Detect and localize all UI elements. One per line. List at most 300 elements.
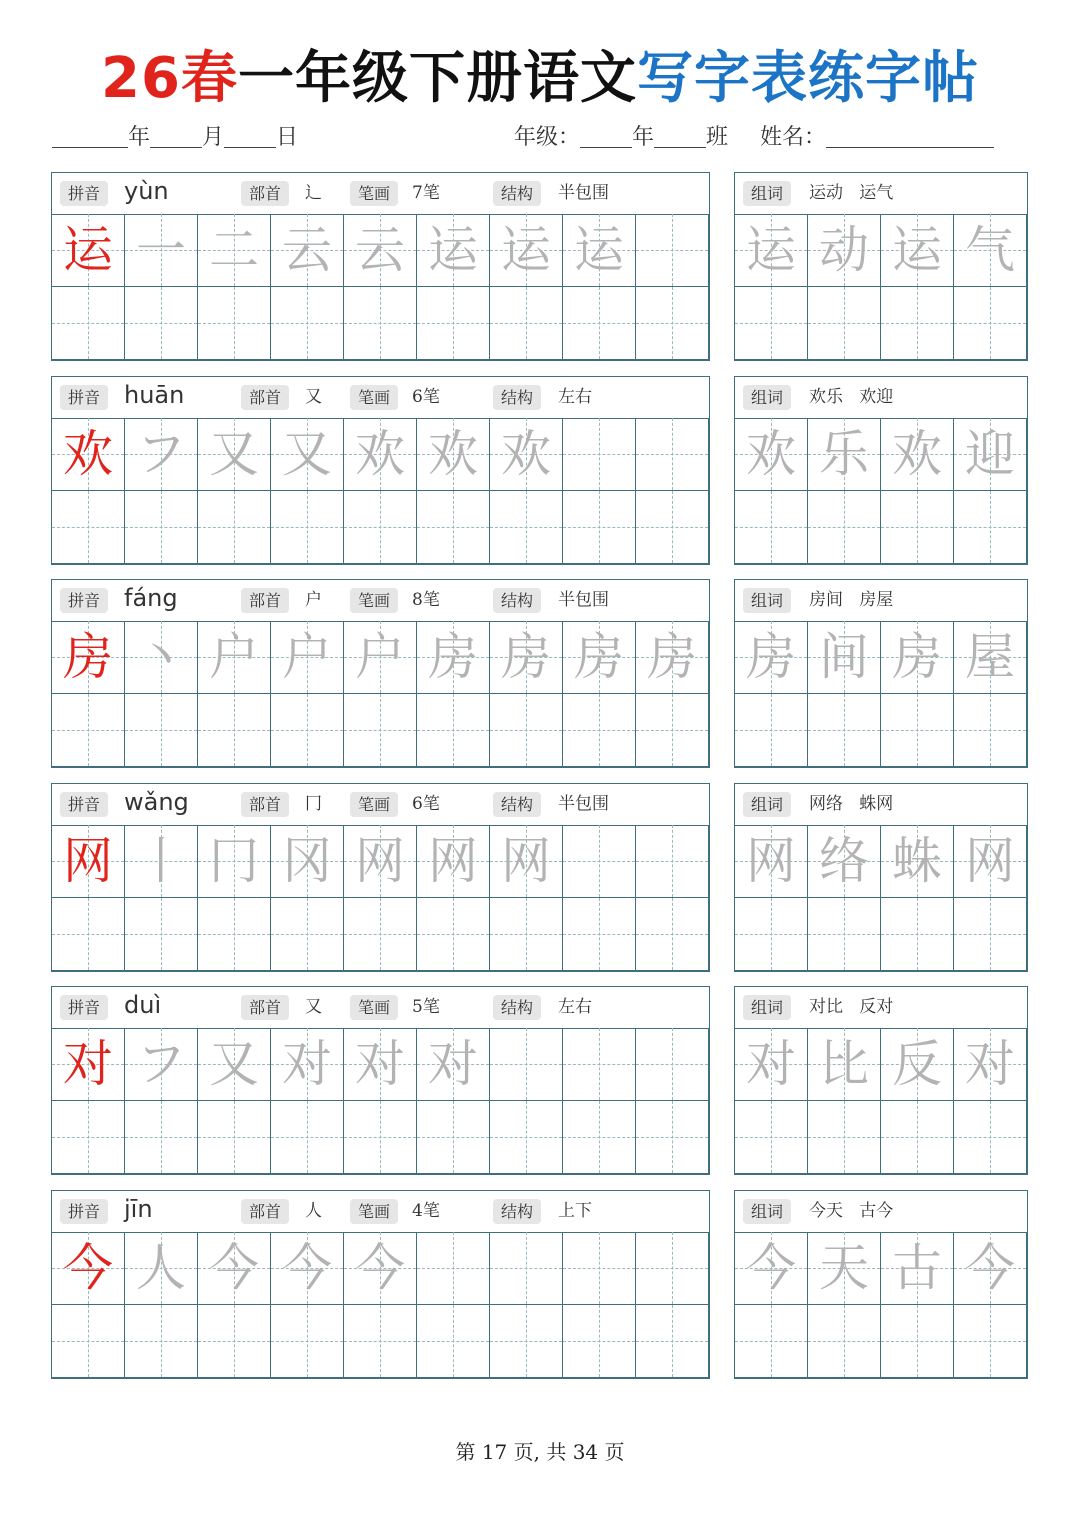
grid-cell[interactable]	[125, 621, 198, 694]
trace-char: 房	[647, 628, 697, 686]
grid-cell[interactable]	[563, 214, 636, 287]
grid-cell[interactable]	[735, 898, 808, 971]
grid-cell[interactable]	[735, 1305, 808, 1378]
grid-cell[interactable]	[636, 898, 709, 971]
trace-char: 古	[892, 1239, 942, 1297]
grid-guide-v	[380, 694, 381, 766]
char-card-0	[51, 172, 710, 361]
grid-cell[interactable]	[125, 418, 198, 491]
grid-cell[interactable]	[954, 1101, 1027, 1174]
grid-guide-v	[307, 694, 308, 766]
grid-cell[interactable]	[490, 1305, 563, 1378]
grid-cell[interactable]	[954, 825, 1027, 898]
grid-cell[interactable]	[563, 898, 636, 971]
pinyin-tag: 拼音	[60, 588, 108, 613]
grid-guide-v	[380, 287, 381, 359]
grid-cell[interactable]	[490, 1101, 563, 1174]
trace-char: 对	[282, 1035, 332, 1093]
grid-cell[interactable]	[636, 621, 709, 694]
grid-cell[interactable]	[125, 287, 198, 360]
grid-cell[interactable]	[808, 1305, 881, 1378]
grid-cell[interactable]	[271, 491, 344, 564]
radical-tag: 部首	[241, 792, 289, 817]
grid-cell[interactable]	[344, 825, 417, 898]
grid-cell[interactable]	[954, 1305, 1027, 1378]
grid-cell[interactable]	[881, 825, 954, 898]
grid-cell[interactable]	[125, 1232, 198, 1305]
grid-cell[interactable]	[735, 491, 808, 564]
grid-cell[interactable]	[808, 621, 881, 694]
grid-cell[interactable]	[198, 1232, 271, 1305]
grid-cell[interactable]	[344, 214, 417, 287]
grid-cell[interactable]	[808, 214, 881, 287]
trace-char: フ	[136, 1035, 186, 1093]
grid-guide-v	[161, 898, 162, 970]
year-blank[interactable]	[52, 125, 128, 148]
radical-value: 冂	[305, 794, 322, 814]
grid-cell[interactable]	[954, 1232, 1027, 1305]
grid-guide-v	[672, 825, 673, 897]
structure-tag: 结构	[493, 181, 541, 206]
grid-guide-v	[917, 898, 918, 970]
strokes-tag: 笔画	[350, 181, 398, 206]
trace-char: 二	[209, 221, 259, 279]
trace-char: 对	[355, 1035, 405, 1093]
grid-cell[interactable]	[563, 287, 636, 360]
trace-char: 房	[428, 628, 478, 686]
strokes-tag: 笔画	[350, 1199, 398, 1224]
grid-cell[interactable]	[881, 898, 954, 971]
grid-cell[interactable]	[808, 898, 881, 971]
grid-cell[interactable]	[344, 898, 417, 971]
trace-char: 云	[282, 221, 332, 279]
structure-value: 上下	[558, 1201, 592, 1221]
grid-guide-v	[526, 1101, 527, 1173]
grid-cell[interactable]	[271, 1232, 344, 1305]
grid-cell[interactable]	[198, 898, 271, 971]
grid-cell[interactable]	[271, 287, 344, 360]
grid-cell[interactable]	[198, 825, 271, 898]
grid-cell[interactable]	[954, 694, 1027, 767]
grid-cell[interactable]	[52, 1028, 125, 1101]
grid-cell[interactable]	[808, 1101, 881, 1174]
pinyin-tag: 拼音	[60, 792, 108, 817]
grid-guide-v	[917, 491, 918, 563]
grid-cell[interactable]	[490, 214, 563, 287]
grid-cell[interactable]	[198, 287, 271, 360]
grid-guide-v	[672, 694, 673, 766]
grid-cell[interactable]	[417, 1305, 490, 1378]
trace-char: 运	[746, 221, 796, 279]
grid-cell[interactable]	[490, 621, 563, 694]
grid-guide-v	[161, 694, 162, 766]
grid-cell[interactable]	[198, 621, 271, 694]
grid-cell[interactable]	[881, 214, 954, 287]
char-card-header	[52, 377, 709, 419]
grid-cell[interactable]	[636, 825, 709, 898]
grid-cell[interactable]	[563, 694, 636, 767]
grid-cell[interactable]	[344, 694, 417, 767]
grid-cell[interactable]	[808, 491, 881, 564]
grid-cell[interactable]	[808, 1232, 881, 1305]
grid-guide-v	[599, 1101, 600, 1173]
grid-cell[interactable]	[344, 491, 417, 564]
grid-guide-v	[599, 898, 600, 970]
grid-guide-v	[307, 1305, 308, 1377]
grid-cell[interactable]	[344, 1028, 417, 1101]
page-number: 第 17 页, 共 34 页	[455, 1440, 625, 1464]
grid-guide-v	[380, 898, 381, 970]
grid-guide-v	[88, 1101, 89, 1173]
grid-guide-v	[526, 1305, 527, 1377]
grid-cell[interactable]	[417, 1028, 490, 1101]
pinyin-value: jīn	[124, 1195, 153, 1223]
grid-cell[interactable]	[125, 1028, 198, 1101]
grid-guide-v	[88, 287, 89, 359]
grid-guide-v	[161, 1101, 162, 1173]
grid-cell[interactable]	[636, 694, 709, 767]
grid-cell[interactable]	[125, 1305, 198, 1378]
char-card-4	[51, 986, 710, 1175]
grid-guide-v	[844, 898, 845, 970]
grid-cell[interactable]	[954, 418, 1027, 491]
grid-cell[interactable]	[563, 825, 636, 898]
grid-guide-v	[844, 694, 845, 766]
grid-cell[interactable]	[125, 694, 198, 767]
grid-cell[interactable]	[52, 898, 125, 971]
grid-guide-v	[380, 1305, 381, 1377]
grid-guide-v	[599, 694, 600, 766]
grid-cell[interactable]	[881, 1305, 954, 1378]
pinyin-tag: 拼音	[60, 385, 108, 410]
grid-guide-v	[526, 287, 527, 359]
trace-char: 户	[209, 628, 259, 686]
grid-cell[interactable]	[271, 1305, 344, 1378]
grid-guide-v	[234, 1101, 235, 1173]
grid-cell[interactable]	[271, 694, 344, 767]
grid-guide-v	[672, 214, 673, 286]
grid-cell[interactable]	[490, 825, 563, 898]
grid-cell[interactable]	[490, 694, 563, 767]
grid-cell[interactable]	[198, 418, 271, 491]
grid-guide-v	[453, 694, 454, 766]
grid-cell[interactable]	[271, 621, 344, 694]
month-blank[interactable]	[150, 125, 202, 148]
model-char: 欢	[63, 425, 113, 483]
grid-cell[interactable]	[735, 1028, 808, 1101]
grid-cell[interactable]	[52, 825, 125, 898]
grid-cell[interactable]	[881, 621, 954, 694]
grid-cell[interactable]	[490, 491, 563, 564]
grid-cell[interactable]	[490, 1028, 563, 1101]
grid-cell[interactable]	[52, 1101, 125, 1174]
grid-guide-v	[453, 898, 454, 970]
words-tag: 组词	[743, 995, 791, 1020]
grid-cell[interactable]	[417, 1101, 490, 1174]
words-card-2	[734, 579, 1028, 768]
trace-char: 欢	[428, 425, 478, 483]
grid-cell[interactable]	[417, 621, 490, 694]
grid-cell[interactable]	[881, 694, 954, 767]
pinyin-value: duì	[124, 991, 162, 1019]
structure-tag: 结构	[493, 1199, 541, 1224]
grid-cell[interactable]	[735, 1232, 808, 1305]
grid-cell[interactable]	[417, 287, 490, 360]
trace-char: 今	[965, 1239, 1015, 1297]
words-tag: 组词	[743, 1199, 791, 1224]
grid-cell[interactable]	[198, 1101, 271, 1174]
grid-guide-v	[917, 287, 918, 359]
grid-cell[interactable]	[636, 1028, 709, 1101]
grid-cell[interactable]	[563, 1305, 636, 1378]
structure-tag: 结构	[493, 995, 541, 1020]
grid-cell[interactable]	[563, 418, 636, 491]
grid-guide-v	[453, 287, 454, 359]
grid-cell[interactable]	[808, 418, 881, 491]
grid-cell[interactable]	[52, 214, 125, 287]
grid-cell[interactable]	[198, 694, 271, 767]
grid-cell[interactable]	[417, 1232, 490, 1305]
trace-char: 欢	[355, 425, 405, 483]
trace-char: 房	[746, 628, 796, 686]
grid-cell[interactable]	[954, 621, 1027, 694]
pinyin-value: wǎng	[124, 788, 189, 816]
structure-value: 左右	[558, 997, 592, 1017]
grid-guide-v	[844, 287, 845, 359]
trace-char: 户	[282, 628, 332, 686]
trace-char: 冈	[282, 832, 332, 890]
grid-guide-v	[599, 1232, 600, 1304]
grid-cell[interactable]	[271, 825, 344, 898]
grid-cell[interactable]	[808, 694, 881, 767]
grid-cell[interactable]	[125, 1101, 198, 1174]
grid-cell[interactable]	[417, 418, 490, 491]
grid-guide-v	[526, 1232, 527, 1304]
grid-cell[interactable]	[125, 825, 198, 898]
grid-cell[interactable]	[271, 418, 344, 491]
grid-cell[interactable]	[636, 1305, 709, 1378]
words-value: 对比 反对	[809, 997, 894, 1017]
grid-guide-v	[990, 1101, 991, 1173]
grid-cell[interactable]	[735, 1101, 808, 1174]
grid-cell[interactable]	[344, 418, 417, 491]
name-blank[interactable]	[826, 125, 994, 148]
grid-cell[interactable]	[417, 898, 490, 971]
grid-guide-v	[88, 694, 89, 766]
grid-cell[interactable]	[735, 418, 808, 491]
char-card-header	[52, 1191, 709, 1233]
grid-cell[interactable]	[344, 621, 417, 694]
grid-cell[interactable]	[490, 418, 563, 491]
grid-cell[interactable]	[735, 825, 808, 898]
grid-guide-v	[990, 491, 991, 563]
grid-cell[interactable]	[52, 621, 125, 694]
words-card-3	[734, 783, 1028, 972]
grid-cell[interactable]	[52, 694, 125, 767]
grid-guide-v	[307, 1101, 308, 1173]
grid-guide-v	[526, 694, 527, 766]
grid-cell[interactable]	[881, 1028, 954, 1101]
grid-guide-v	[88, 1305, 89, 1377]
class-label: 班	[706, 125, 729, 150]
grid-cell[interactable]	[52, 1305, 125, 1378]
trace-char: 欢	[501, 425, 551, 483]
grid-cell[interactable]	[881, 287, 954, 360]
grid-cell[interactable]	[271, 214, 344, 287]
grid-cell[interactable]	[735, 214, 808, 287]
grid-cell[interactable]	[808, 287, 881, 360]
words-card-header	[735, 1191, 1027, 1233]
grid-cell[interactable]	[125, 898, 198, 971]
grid-cell[interactable]	[490, 287, 563, 360]
grid-cell[interactable]	[271, 1028, 344, 1101]
trace-char: 运	[574, 221, 624, 279]
trace-char: 运	[428, 221, 478, 279]
radical-tag: 部首	[241, 1199, 289, 1224]
grid-cell[interactable]	[198, 1028, 271, 1101]
grid-cell[interactable]	[198, 214, 271, 287]
grid-cell[interactable]	[344, 1305, 417, 1378]
grid-guide-v	[672, 1101, 673, 1173]
grid-guide-v	[234, 898, 235, 970]
grid-cell[interactable]	[881, 1232, 954, 1305]
grid-cell[interactable]	[954, 1028, 1027, 1101]
grid-cell[interactable]	[808, 825, 881, 898]
grid-cell[interactable]	[735, 287, 808, 360]
pinyin-tag: 拼音	[60, 1199, 108, 1224]
radical-value: 人	[305, 1201, 322, 1221]
grid-cell[interactable]	[954, 491, 1027, 564]
grid-cell[interactable]	[563, 1101, 636, 1174]
grid-guide-v	[161, 491, 162, 563]
grid-cell[interactable]	[52, 491, 125, 564]
grid-cell[interactable]	[490, 1232, 563, 1305]
grid-guide-v	[990, 1305, 991, 1377]
grid-cell[interactable]	[563, 1232, 636, 1305]
grid-guide-v	[88, 491, 89, 563]
grid-guide-v	[771, 1305, 772, 1377]
grid-guide-v	[917, 1101, 918, 1173]
date-line	[52, 120, 298, 151]
grid-guide-v	[771, 898, 772, 970]
grid-cell[interactable]	[636, 491, 709, 564]
pinyin-value: yùn	[124, 177, 169, 205]
structure-value: 半包围	[558, 183, 609, 203]
grid-cell[interactable]	[125, 214, 198, 287]
grid-cell[interactable]	[125, 491, 198, 564]
grid-cell[interactable]	[417, 214, 490, 287]
char-card-3	[51, 783, 710, 972]
strokes-value: 6笔	[412, 387, 440, 407]
radical-value: 又	[305, 387, 322, 407]
grid-guide-v	[990, 694, 991, 766]
words-card-header	[735, 580, 1027, 622]
class-blank[interactable]	[654, 125, 706, 148]
grid-cell[interactable]	[636, 418, 709, 491]
grid-cell[interactable]	[344, 1232, 417, 1305]
grid-cell[interactable]	[417, 825, 490, 898]
char-card-header	[52, 580, 709, 622]
grid-guide-v	[161, 287, 162, 359]
grid-cell[interactable]	[344, 1101, 417, 1174]
grid-guide-v	[844, 1305, 845, 1377]
grid-cell[interactable]	[271, 898, 344, 971]
structure-value: 左右	[558, 387, 592, 407]
grid-cell[interactable]	[954, 214, 1027, 287]
grid-cell[interactable]	[881, 1101, 954, 1174]
grid-cell[interactable]	[52, 1232, 125, 1305]
day-blank[interactable]	[224, 125, 276, 148]
grid-cell[interactable]	[198, 1305, 271, 1378]
grid-cell[interactable]	[735, 621, 808, 694]
grid-cell[interactable]	[563, 621, 636, 694]
grid-cell[interactable]	[636, 1101, 709, 1174]
model-char: 今	[63, 1239, 113, 1297]
words-card-1	[734, 376, 1028, 565]
grid-cell[interactable]	[344, 287, 417, 360]
grid-guide-v	[307, 287, 308, 359]
grid-guide-v	[672, 1232, 673, 1304]
structure-value: 半包围	[558, 794, 609, 814]
grid-cell[interactable]	[954, 287, 1027, 360]
grid-cell[interactable]	[490, 898, 563, 971]
trace-char: 网	[501, 832, 551, 890]
grid-guide-v	[990, 287, 991, 359]
grid-cell[interactable]	[52, 287, 125, 360]
grade-year-label: 年	[632, 125, 655, 150]
grid-guide-v	[380, 491, 381, 563]
grid-guide-v	[88, 898, 89, 970]
grid-cell[interactable]	[808, 1028, 881, 1101]
grid-cell[interactable]	[417, 491, 490, 564]
radical-value: 又	[305, 997, 322, 1017]
grid-cell[interactable]	[417, 694, 490, 767]
grid-cell[interactable]	[563, 491, 636, 564]
grid-cell[interactable]	[563, 1028, 636, 1101]
grid-cell[interactable]	[198, 491, 271, 564]
grid-cell[interactable]	[954, 898, 1027, 971]
trace-char: 房	[501, 628, 551, 686]
grid-guide-v	[526, 898, 527, 970]
words-card-header	[735, 987, 1027, 1029]
grid-guide-v	[672, 1028, 673, 1100]
grid-cell[interactable]	[881, 491, 954, 564]
trace-char: 今	[209, 1239, 259, 1297]
words-tag: 组词	[743, 385, 791, 410]
grid-cell[interactable]	[271, 1101, 344, 1174]
grid-cell[interactable]	[636, 287, 709, 360]
model-char: 运	[63, 221, 113, 279]
words-value: 今天 古今	[809, 1201, 894, 1221]
grid-cell[interactable]	[735, 694, 808, 767]
structure-tag: 结构	[493, 588, 541, 613]
grid-guide-v	[526, 1028, 527, 1100]
grid-cell[interactable]	[636, 1232, 709, 1305]
grid-guide-v	[672, 898, 673, 970]
grade-blank[interactable]	[580, 125, 632, 148]
trace-char: 屋	[965, 628, 1015, 686]
words-card-header	[735, 784, 1027, 826]
radical-value: 辶	[305, 183, 322, 203]
trace-char: 网	[965, 832, 1015, 890]
grid-cell[interactable]	[881, 418, 954, 491]
trace-char: 蛛	[892, 832, 942, 890]
structure-tag: 结构	[493, 385, 541, 410]
grid-guide-v	[771, 694, 772, 766]
grid-cell[interactable]	[636, 214, 709, 287]
radical-tag: 部首	[241, 385, 289, 410]
grid-cell[interactable]	[52, 418, 125, 491]
